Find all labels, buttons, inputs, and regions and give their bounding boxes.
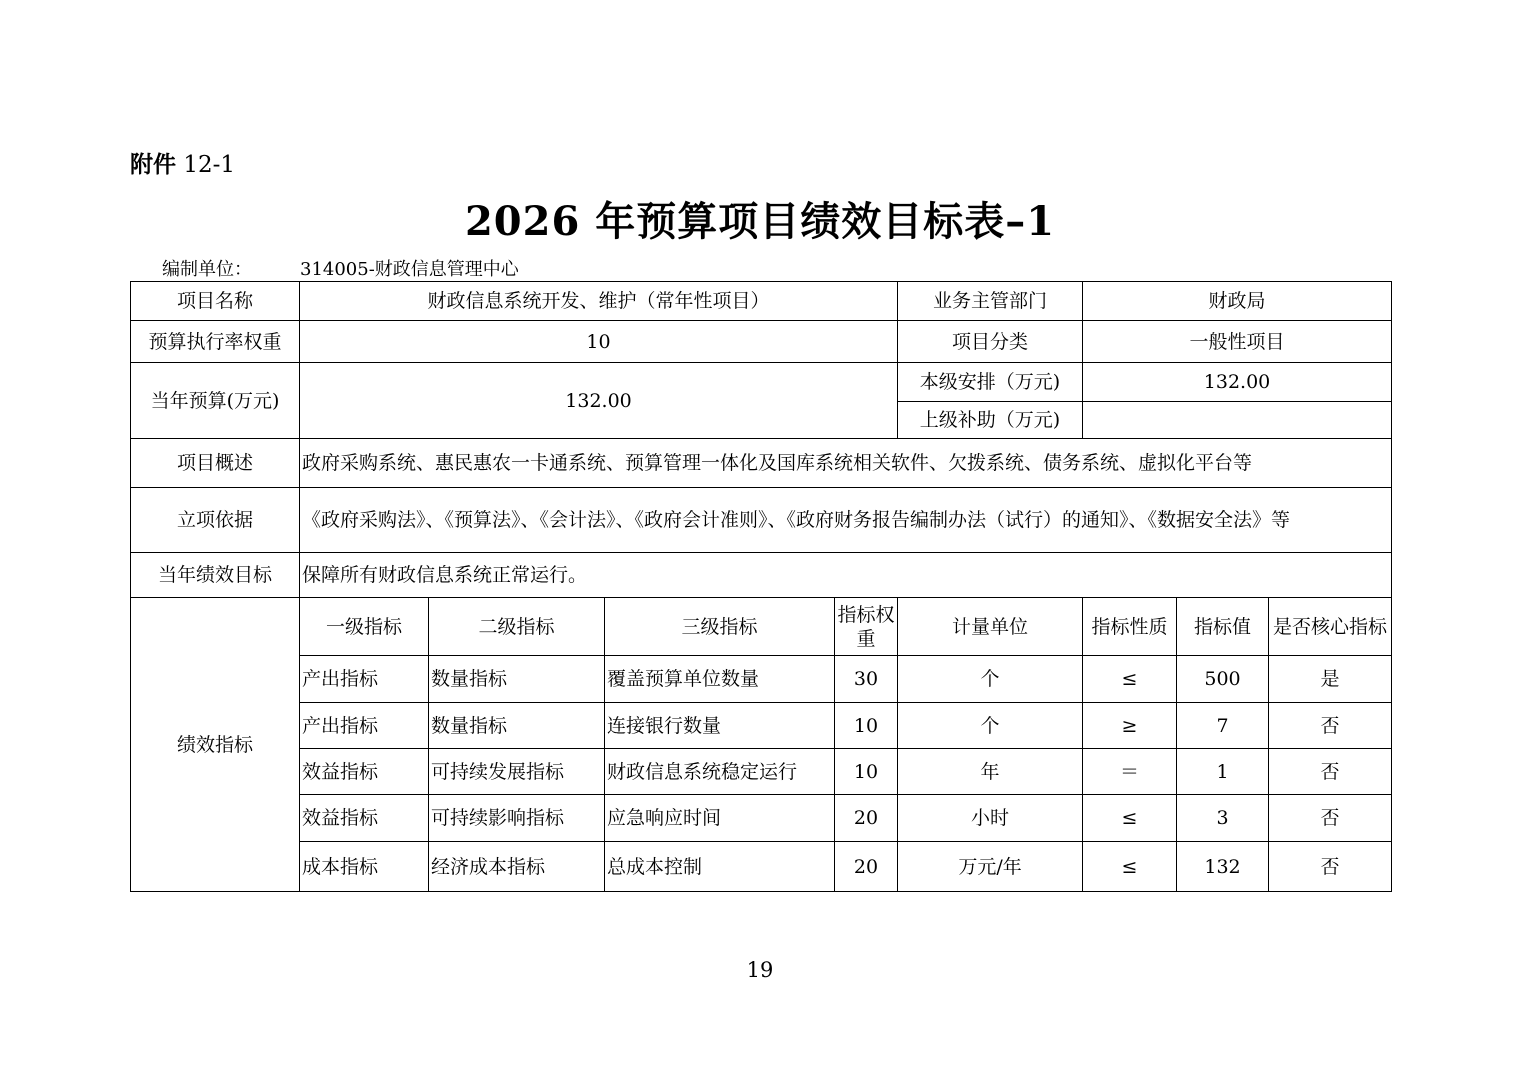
header-value: 指标值 <box>1177 598 1269 656</box>
basis-label: 立项依据 <box>131 488 300 553</box>
local: 132.00 <box>1083 363 1392 402</box>
cell-level1: 产出指标 <box>300 656 429 703</box>
cell-value: 132 <box>1177 842 1269 892</box>
cell-weight: 30 <box>835 656 898 703</box>
cell-level3: 总成本控制 <box>605 842 835 892</box>
cell-value: 3 <box>1177 795 1269 842</box>
project-name-label: 项目名称 <box>131 282 300 321</box>
header-level2: 二级指标 <box>429 598 605 656</box>
header-unit: 计量单位 <box>898 598 1083 656</box>
cell-value: 500 <box>1177 656 1269 703</box>
cell-core: 否 <box>1269 842 1392 892</box>
category: 一般性项目 <box>1083 321 1392 363</box>
cell-level2: 经济成本指标 <box>429 842 605 892</box>
cell-unit: 年 <box>898 749 1083 795</box>
compiling-unit-value: 314005-财政信息管理中心 <box>300 259 519 280</box>
table-row <box>131 749 1392 795</box>
cell-weight: 20 <box>835 842 898 892</box>
cell-level1: 成本指标 <box>300 842 429 892</box>
indicators-label: 绩效指标 <box>131 598 300 892</box>
table-row <box>131 795 1392 842</box>
cell-value: 1 <box>1177 749 1269 795</box>
compiling-unit <box>162 255 519 281</box>
header-core: 是否核心指标 <box>1269 598 1392 656</box>
cell-weight: 20 <box>835 795 898 842</box>
cell-level2: 可持续发展指标 <box>429 749 605 795</box>
cell-weight: 10 <box>835 703 898 749</box>
annex-label: 附件 12-1 <box>130 152 235 178</box>
cell-unit: 个 <box>898 656 1083 703</box>
dept-label: 业务主管部门 <box>898 282 1083 321</box>
category-label: 项目分类 <box>898 321 1083 363</box>
cell-weight: 10 <box>835 749 898 795</box>
cell-level1: 效益指标 <box>300 749 429 795</box>
cell-level2: 可持续影响指标 <box>429 795 605 842</box>
annex-number: 12-1 <box>183 152 235 178</box>
cell-unit: 万元/年 <box>898 842 1083 892</box>
cell-level2: 数量指标 <box>429 703 605 749</box>
header-level1: 一级指标 <box>300 598 429 656</box>
compiling-unit-label: 编制单位： <box>162 259 252 280</box>
header-level3: 三级指标 <box>605 598 835 656</box>
header-nature: 指标性质 <box>1083 598 1177 656</box>
table-row <box>131 488 1392 553</box>
budget-label: 当年预算(万元) <box>131 363 300 439</box>
exec-weight-label: 预算执行率权重 <box>131 321 300 363</box>
project-name: 财政信息系统开发、维护（常年性项目） <box>300 282 898 321</box>
cell-level3: 财政信息系统稳定运行 <box>605 749 835 795</box>
cell-core: 否 <box>1269 795 1392 842</box>
cell-level3: 连接银行数量 <box>605 703 835 749</box>
cell-nature: ＝ <box>1083 749 1177 795</box>
cell-core: 否 <box>1269 703 1392 749</box>
cell-nature: ≤ <box>1083 795 1177 842</box>
cell-unit: 小时 <box>898 795 1083 842</box>
upper <box>1083 402 1392 439</box>
cell-unit: 个 <box>898 703 1083 749</box>
header-weight: 指标权重 <box>835 598 898 656</box>
cell-core: 否 <box>1269 749 1392 795</box>
table-row <box>131 656 1392 703</box>
table-row <box>131 321 1392 363</box>
cell-nature: ≥ <box>1083 703 1177 749</box>
goal-label: 当年绩效目标 <box>131 553 300 598</box>
cell-nature: ≤ <box>1083 656 1177 703</box>
upper-label: 上级补助（万元) <box>898 402 1083 439</box>
page-title: 2026 年预算项目绩效目标表–1 <box>464 198 1056 245</box>
cell-level3: 应急响应时间 <box>605 795 835 842</box>
indicator-header-row <box>131 598 1392 656</box>
cell-level2: 数量指标 <box>429 656 605 703</box>
local-label: 本级安排（万元) <box>898 363 1083 402</box>
cell-nature: ≤ <box>1083 842 1177 892</box>
table-row <box>131 553 1392 598</box>
exec-weight: 10 <box>300 321 898 363</box>
table-row <box>131 842 1392 892</box>
overview-label: 项目概述 <box>131 439 300 488</box>
cell-level1: 产出指标 <box>300 703 429 749</box>
table-row <box>131 282 1392 321</box>
dept: 财政局 <box>1083 282 1392 321</box>
table-row <box>131 363 1392 402</box>
performance-table <box>130 281 1392 892</box>
cell-core: 是 <box>1269 656 1392 703</box>
goal: 保障所有财政信息系统正常运行。 <box>300 553 1392 598</box>
budget: 132.00 <box>300 363 898 439</box>
table-row <box>131 439 1392 488</box>
cell-level1: 效益指标 <box>300 795 429 842</box>
basis: 《政府采购法》、《预算法》、《会计法》、《政府会计准则》、《政府财务报告编制办法（试行）的通知》、《数据安全法》等 <box>300 488 1392 553</box>
cell-value: 7 <box>1177 703 1269 749</box>
overview: 政府采购系统、惠民惠农一卡通系统、预算管理一体化及国库系统相关软件、欠拨系统、债务系统、虚拟化平台等 <box>300 439 1392 488</box>
page-number: 19 <box>746 958 774 982</box>
table-row <box>131 703 1392 749</box>
cell-level3: 覆盖预算单位数量 <box>605 656 835 703</box>
